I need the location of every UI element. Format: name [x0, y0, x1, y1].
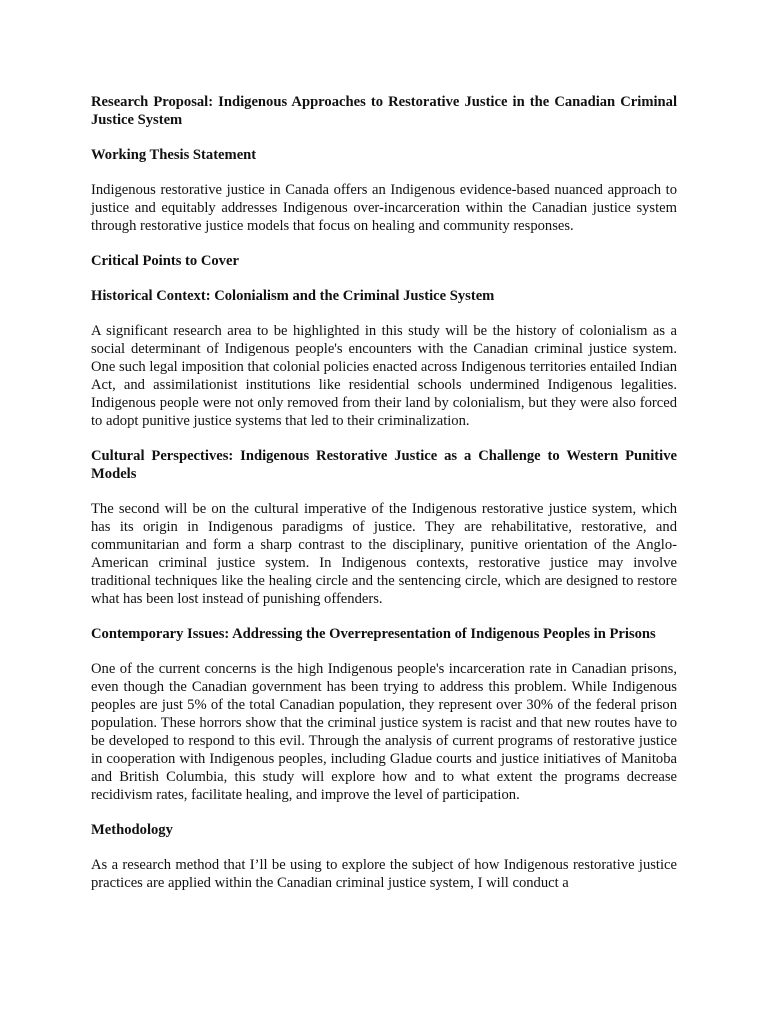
methodology-paragraph: As a research method that I’ll be using to explore the subject of how Indigenous restorative justice practices are applied within the Canadian criminal justice system, I will conduct a [91, 857, 677, 891]
critical-points-heading: Critical Points to Cover [91, 253, 239, 269]
methodology-heading: Methodology [91, 822, 173, 838]
historical-context-paragraph: A significant research area to be highlighted in this study will be the history of colonialism as a social determinant of Indigenous people's encounters with the Canadian criminal justice system. One such legal imposition that colonial policies enacted across Indigenous territories entailed Indian Act, and assimilationist institutions like residential schools undermined Indigenous legalities. Indigenous people were not only removed from their land by colonialism, but they were also forced to adopt punitive justice systems that led to their criminalization. [91, 323, 678, 429]
contemporary-issues-heading: Contemporary Issues: Addressing the Overrepresentation of Indigenous Peoples in Prisons [91, 626, 656, 642]
thesis-heading: Working Thesis Statement [91, 147, 257, 163]
contemporary-issues-paragraph: One of the current concerns is the high Indigenous people's incarceration rate in Canadian prisons, even though the Canadian government has been trying to address this problem. While Indigenous peoples are just 5% of the total Canadian population, they represent over 30% of the federal prison population. These horrors show that the criminal justice system is racist and that new routes have to be developed to respond to this evil. Through the analysis of current programs of restorative justice in cooperation with Indigenous peoples, including Gladue courts and justice initiatives of Manitoba and British Columbia, this study will explore how and to what extent the programs decrease recidivism rates, facilitate healing, and improve the level of participation. [91, 661, 677, 803]
thesis-paragraph: Indigenous restorative justice in Canada offers an Indigenous evidence-based nuanced approach to justice and equitably addresses Indigenous over-incarceration within the Canadian justice system through restorative justice models that focus on healing and community responses. [91, 182, 677, 234]
cultural-perspectives-heading: Cultural Perspectives: Indigenous Restorative Justice as a Challenge to Western Punitive Models [91, 448, 677, 482]
document-page [91, 93, 677, 892]
document-title: Research Proposal: Indigenous Approaches to Restorative Justice in the Canadian Criminal Justice System [91, 94, 677, 128]
historical-context-heading: Historical Context: Colonialism and the Criminal Justice System [91, 288, 495, 304]
cultural-perspectives-paragraph: The second will be on the cultural imperative of the Indigenous restorative justice system, which has its origin in Indigenous paradigms of justice. They are rehabilitative, restorative, and communitarian and form a sharp contrast to the disciplinary, punitive orientation of the Anglo-American criminal justice system. In Indigenous contexts, restorative justice may involve traditional techniques like the healing circle and the sentencing circle, which are designed to restore what has been lost instead of punishing offenders. [91, 501, 677, 607]
